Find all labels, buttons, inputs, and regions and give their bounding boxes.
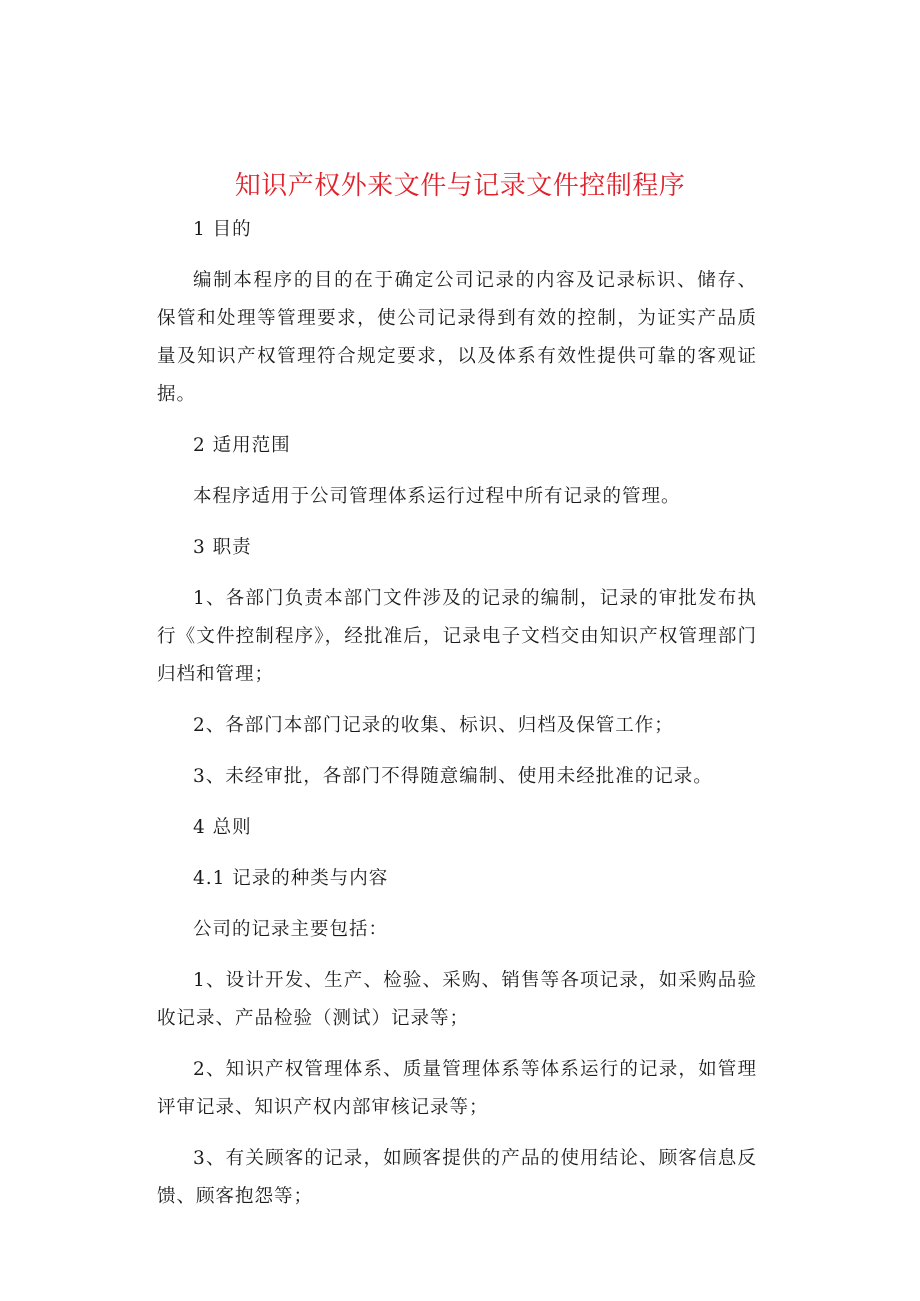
document-title: 知识产权外来文件与记录文件控制程序 [234, 171, 686, 201]
section-heading-responsibilities: 3 职责 [193, 537, 252, 558]
section-heading-scope: 2 适用范围 [193, 435, 291, 456]
section-heading-general: 4 总则 [193, 817, 252, 838]
paragraph-responsibility-3: 3、未经审批，各部门不得随意编制、使用未经批准的记录。 [193, 766, 713, 787]
paragraph-purpose: 编制本程序的目的在于确定公司记录的内容及记录标识、储存、保管和处理等管理要求，使公司记录得到有效的控制，为证实产品质量及知识产权管理符合规定要求，以及体系有效性提供可靠的客观证据。 [157, 270, 757, 405]
paragraph-responsibility-1: 1、各部门负责本部门文件涉及的记录的编制，记录的审批发布执行《文件控制程序》，经批准后，记录电子文档交由知识产权管理部门归档和管理； [157, 588, 757, 685]
paragraph-responsibility-2: 2、各部门本部门记录的收集、标识、归档及保管工作； [193, 715, 674, 736]
subsection-heading-record-types: 4.1 记录的种类与内容 [193, 868, 389, 889]
paragraph-records-1: 1、设计开发、生产、检验、采购、销售等各项记录，如采购品验收记录、产品检验（测试）记录等； [157, 970, 757, 1029]
section-heading-purpose: 1 目的 [193, 219, 252, 240]
paragraph-records-2: 2、知识产权管理体系、质量管理体系等体系运行的记录，如管理评审记录、知识产权内部审核记录等； [157, 1059, 757, 1118]
paragraph-scope: 本程序适用于公司管理体系运行过程中所有记录的管理。 [193, 486, 681, 507]
paragraph-records-intro: 公司的记录主要包括： [193, 919, 389, 940]
paragraph-records-3: 3、有关顾客的记录，如顾客提供的产品的使用结论、顾客信息反馈、顾客抱怨等； [157, 1148, 757, 1207]
document-body [157, 211, 757, 1229]
